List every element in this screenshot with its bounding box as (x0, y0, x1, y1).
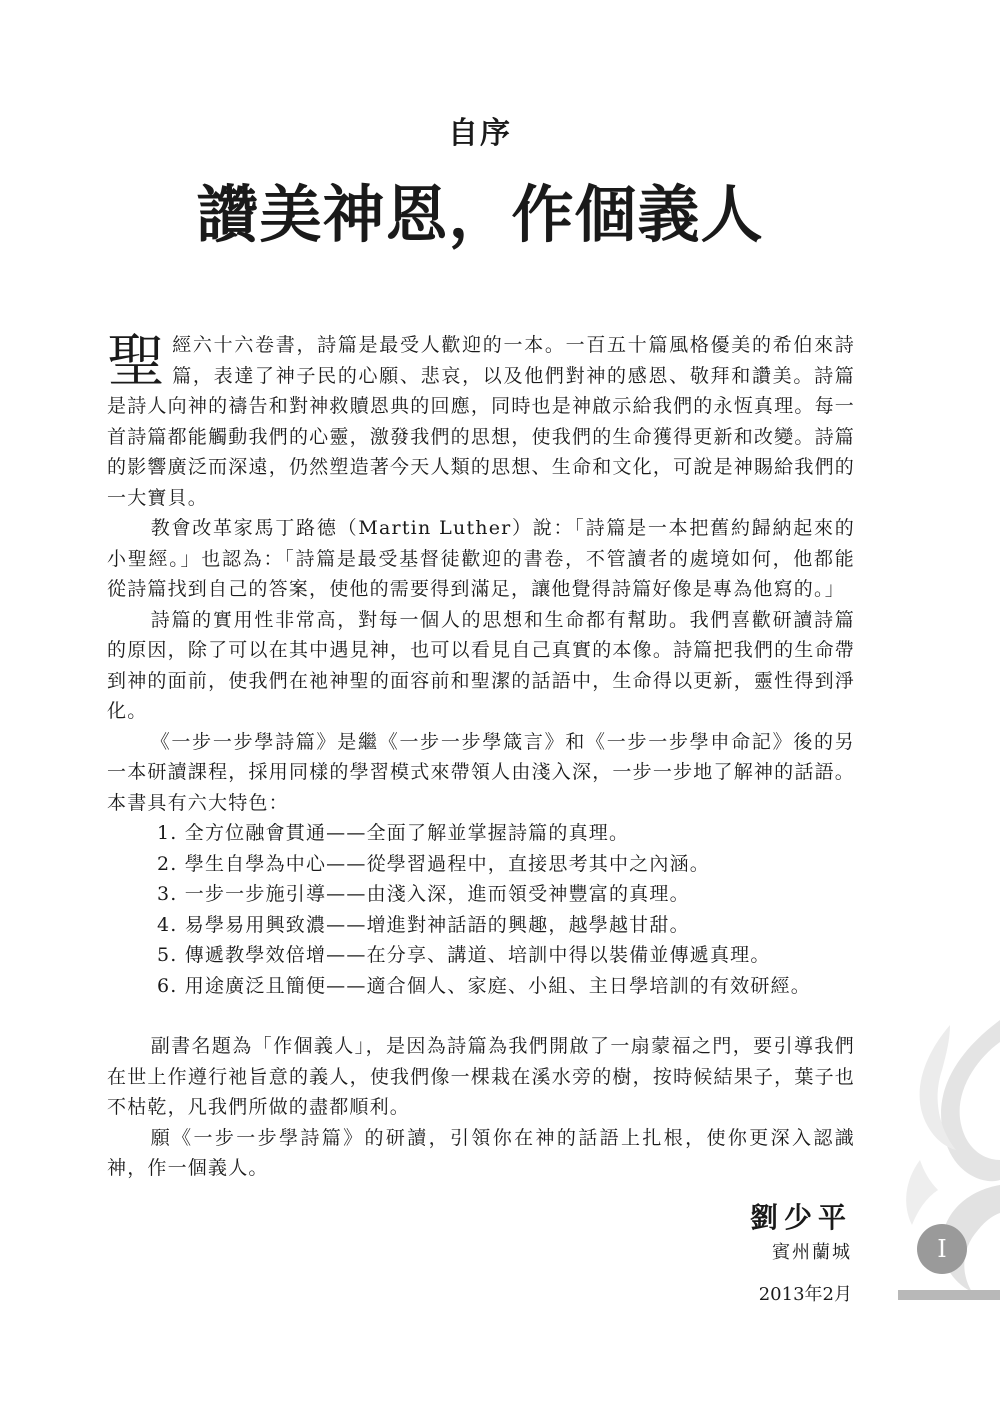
preface-date: 2013年2月 (758, 1284, 852, 1305)
paragraph-6: 願《一步一步學詩篇》的研讀，引領你在神的話語上扎根，使你更深入認識神，作一個義人。 (107, 1126, 855, 1179)
paragraph-5: 副書名題為「作個義人」，是因為詩篇為我們開啟了一扇蒙福之門，要引導我們在世上作遵行祂旨意的義人，使我們像一棵栽在溪水旁的樹，按時候結果子，葉子也不枯乾，凡我們所做的盡都順利。 (107, 1035, 855, 1118)
page-footer-bar (898, 1290, 1000, 1300)
spacer (107, 1001, 855, 1031)
author-name: 劉少平 (749, 1201, 852, 1234)
drop-cap: 聖 (107, 327, 167, 395)
list-item: 1. 全方位融會貫通——全面了解並掌握詩篇的真理。 (157, 822, 630, 844)
paragraph-3: 詩篇的實用性非常高，對每一個人的思想和生命都有幫助。我們喜歡研讀詩篇的原因，除了可以在其中遇見神，也可以看見自己真實的本像。詩篇把我們的生命帶到神的面前，使我們在祂神聖的面容前和聖潔的話語中，生命得以更新，靈性得到淨化。 (107, 608, 855, 722)
feature-list (107, 818, 855, 1001)
author-location: 賓州蘭城 (772, 1242, 852, 1263)
paragraph-1 (107, 327, 855, 513)
paragraph-4: 《一步一步學詩篇》是繼《一步一步學箴言》和《一步一步學申命記》後的另一本研讀課程，採用同樣的學習模式來帶領人由淺入深，一步一步地了解神的話語。本書具有六大特色： (107, 730, 855, 814)
list-item: 6. 用途廣泛且簡便——適合個人、家庭、小組、主日學培訓的有效研經。 (157, 974, 811, 997)
page-title: 讚美神恩，作個義人 (196, 178, 764, 251)
list-item: 5. 傳遞教學效倍增——在分享、講道、培訓中得以裝備並傳遞真理。 (157, 944, 771, 966)
preface-body (107, 327, 855, 1184)
list-item: 4. 易學易用興致濃——增進對神話語的興趣，越學越甘甜。 (157, 913, 690, 936)
list-item: 2. 學生自學為中心——從學習過程中，直接思考其中之內涵。 (157, 852, 710, 875)
list-item: 3. 一步一步施引導——由淺入深，進而領受神豐富的真理。 (157, 883, 690, 905)
preface-label: 自序 (448, 116, 512, 151)
page-number-badge: I (917, 1224, 967, 1274)
paragraph-2: 教會改革家馬丁路德（Martin Luther）說：「詩篇是一本把舊約歸納起來的小聖經。」也認為：「詩篇是最受基督徒歡迎的書卷，不管讀者的處境如何，他都能從詩篇找到自己的答案，使他的需要得到滿足，讓他覺得詩篇好像是專為他寫的。」 (107, 517, 855, 600)
paragraph-1-text: 經六十六卷書，詩篇是最受人歡迎的一本。一百五十篇風格優美的希伯來詩篇，表達了神子民的心願、悲哀，以及他們對神的感恩、敬拜和讚美。詩篇是詩人向神的禱告和對神救贖恩典的回應，同時也是神啟示給我們的永恆真理。每一首詩篇都能觸動我們的心靈，激發我們的思想，使我們的生命獲得更新和改變。詩篇的影響廣泛而深遠，仍然塑造著今天人類的思想、生命和文化，可說是神賜給我們的一大寶貝。 (107, 334, 855, 509)
